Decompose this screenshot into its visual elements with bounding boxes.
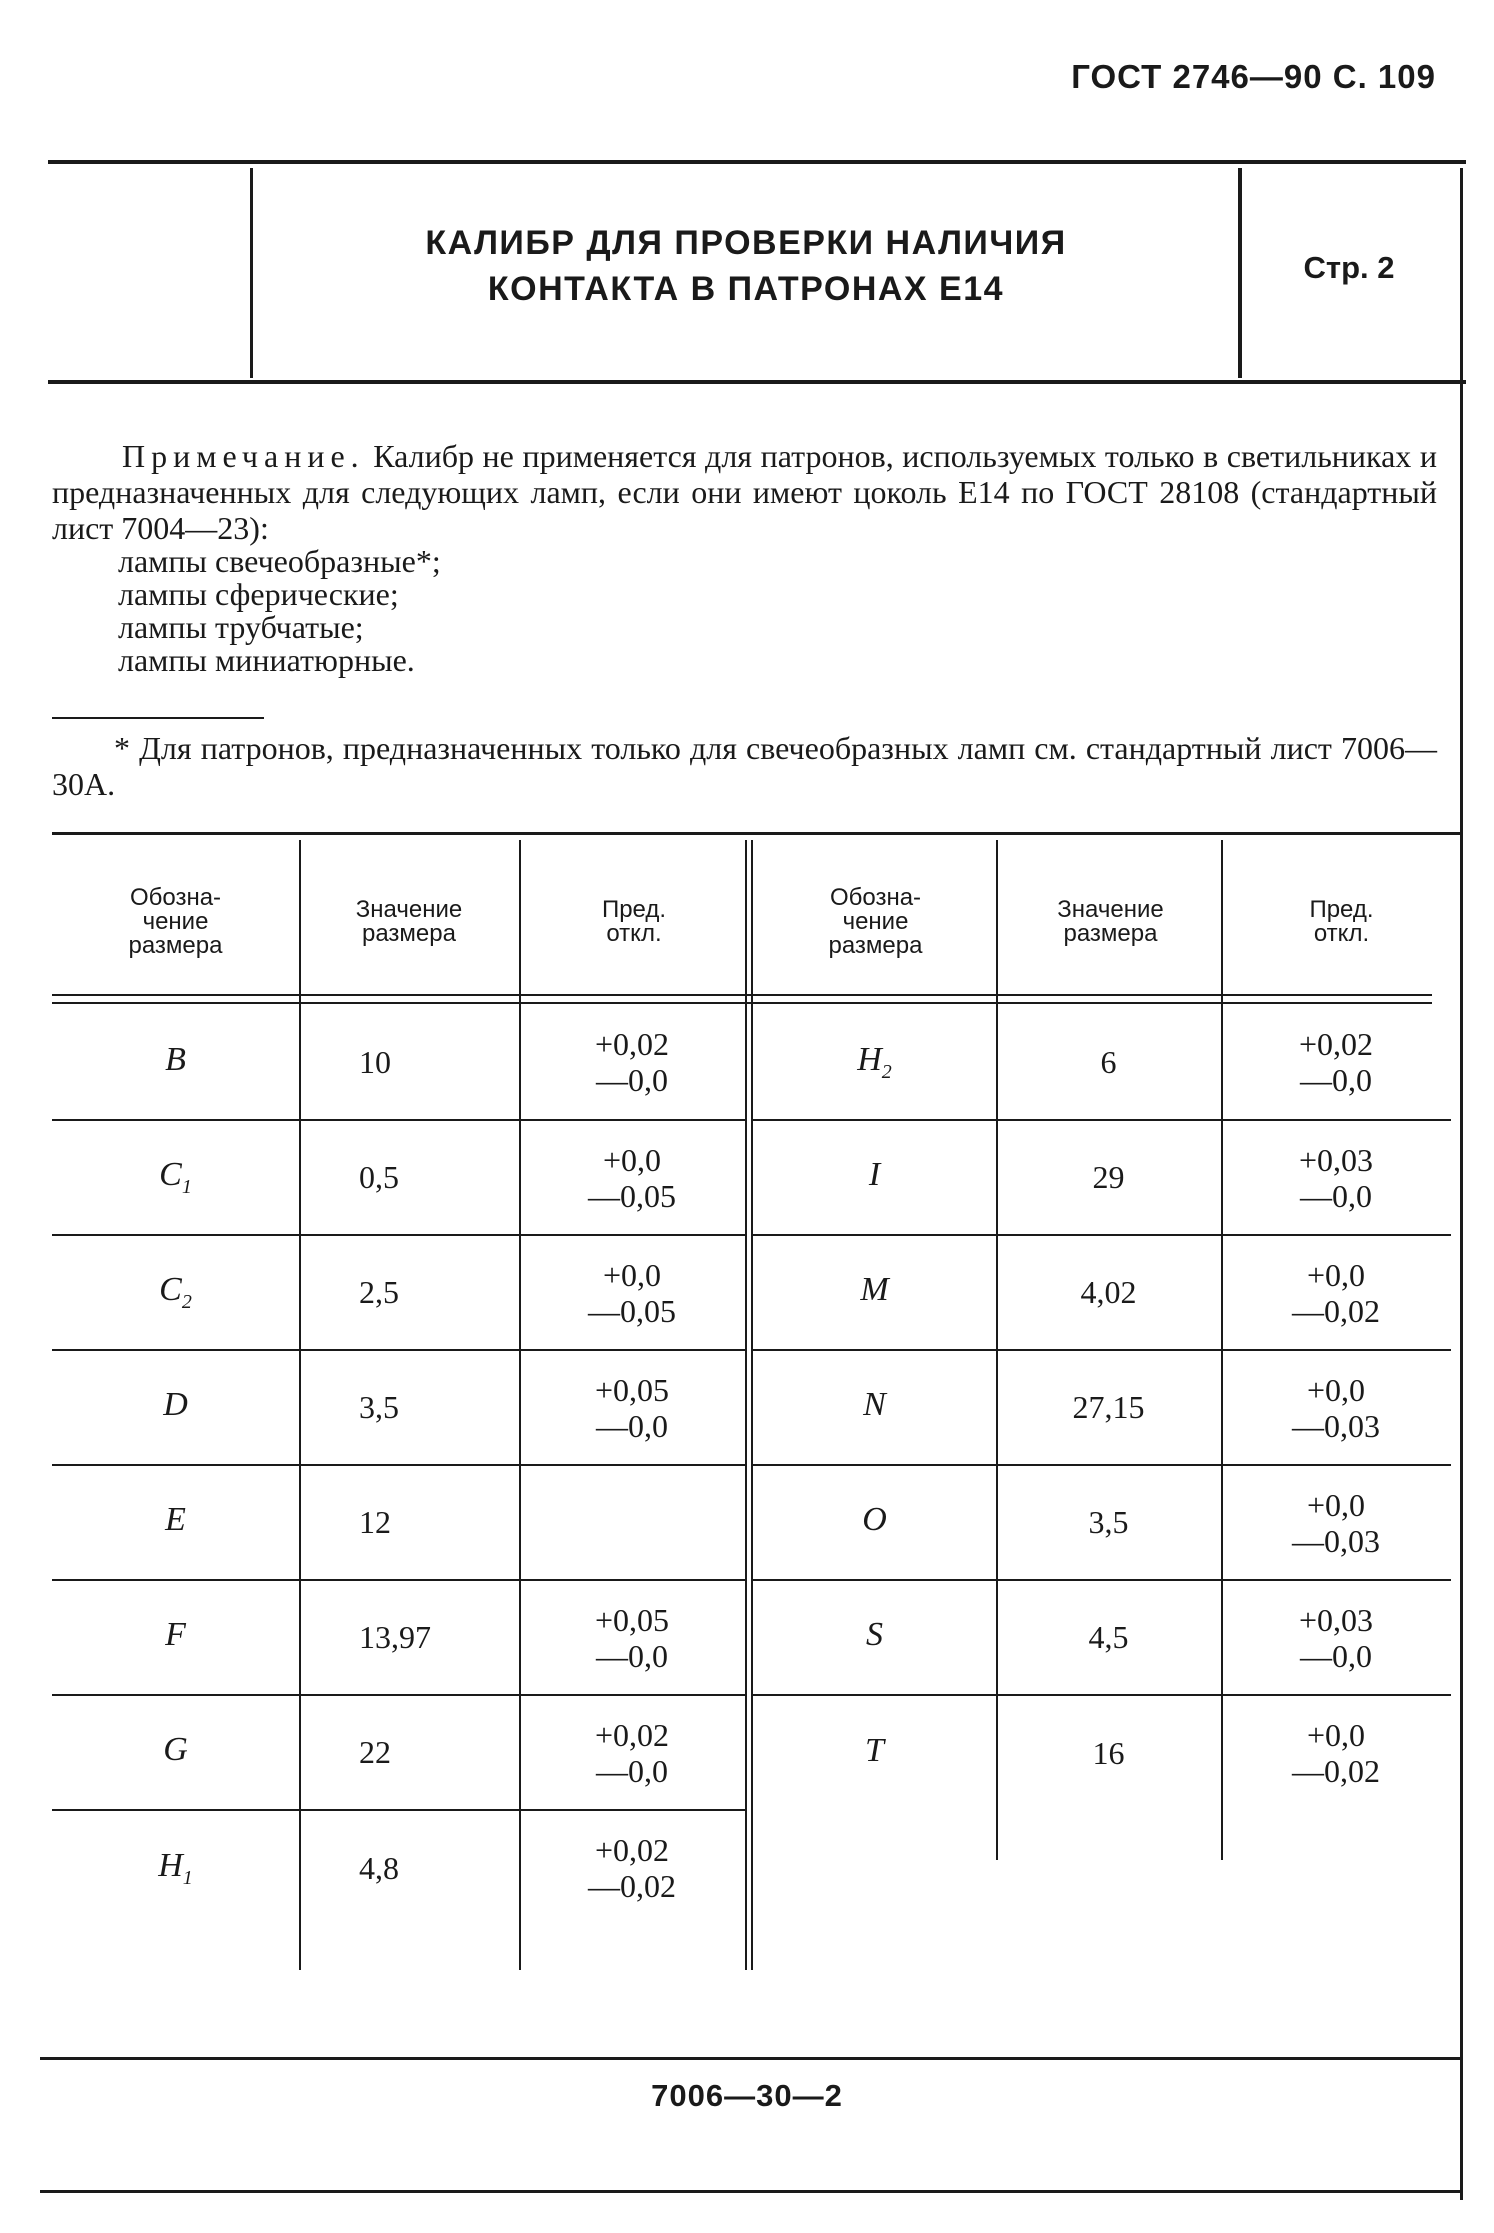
tolerance-cell xyxy=(1221,1465,1451,1580)
tolerance-cell xyxy=(519,1580,745,1695)
note-lamp-list xyxy=(118,545,441,677)
designation-subscript: 2 xyxy=(881,1060,892,1083)
value-cell: 3,5 xyxy=(996,1465,1221,1580)
value-cell: 0,5 xyxy=(299,1120,519,1235)
table-row xyxy=(52,1580,745,1695)
designation-letter: M xyxy=(860,1271,889,1309)
designation-cell xyxy=(52,1810,299,1925)
upper-tolerance: +0,0 xyxy=(1306,1486,1366,1523)
designation-letter: H xyxy=(158,1846,183,1884)
designation-cell xyxy=(52,1005,299,1120)
designation-cell xyxy=(753,1580,996,1695)
value-cell: 13,97 xyxy=(299,1580,519,1695)
footer-line-top xyxy=(40,2057,1460,2060)
tolerance-cell xyxy=(1221,1005,1451,1120)
sheet-number: 7006—30—2 xyxy=(651,2078,843,2113)
designation-cell xyxy=(52,1350,299,1465)
table-row xyxy=(753,1005,1451,1120)
title-line-1: КАЛИБР ДЛЯ ПРОВЕРКИ НАЛИЧИЯ xyxy=(425,224,1067,262)
designation-cell xyxy=(52,1235,299,1350)
table-row xyxy=(753,1350,1451,1465)
designation-cell xyxy=(52,1120,299,1235)
designation-letter: G xyxy=(163,1731,188,1769)
upper-tolerance: +0,02 xyxy=(594,1716,670,1753)
title-frame-top xyxy=(48,160,1466,164)
list-item: лампы свечеобразные*; xyxy=(118,543,441,579)
lower-tolerance: —0,0 xyxy=(1300,1177,1372,1214)
designation-cell xyxy=(753,1235,996,1350)
header-value-2: Значение размера xyxy=(1057,896,1164,947)
upper-tolerance: +0,02 xyxy=(1298,1026,1374,1062)
value-cell: 6 xyxy=(996,1005,1221,1120)
lower-tolerance: —0,0 xyxy=(596,1752,668,1789)
upper-tolerance: +0,02 xyxy=(594,1832,670,1868)
upper-tolerance: +0,02 xyxy=(594,1026,670,1062)
designation-cell xyxy=(753,1695,996,1810)
tolerance-cell xyxy=(519,1235,745,1350)
list-item: лампы сферические; xyxy=(118,576,399,612)
tolerance-cell xyxy=(1221,1120,1451,1235)
value-cell: 4,02 xyxy=(996,1235,1221,1350)
document-title xyxy=(257,220,1235,312)
lower-tolerance: —0,02 xyxy=(588,1868,676,1904)
title-frame-bottom xyxy=(48,380,1466,384)
header-double-line-top xyxy=(52,994,1432,996)
value-cell: 2,5 xyxy=(299,1235,519,1350)
value-cell: 10 xyxy=(299,1005,519,1120)
upper-tolerance: +0,05 xyxy=(594,1601,670,1638)
lower-tolerance: —0,02 xyxy=(1292,1753,1380,1789)
table-row xyxy=(52,1695,745,1810)
list-item: лампы миниатюрные. xyxy=(118,642,415,678)
header-designation-2: Обозна- чение размера xyxy=(828,884,923,959)
designation-letter: F xyxy=(165,1616,186,1654)
lower-tolerance: —0,03 xyxy=(1292,1522,1380,1559)
table-row xyxy=(753,1695,1451,1810)
note-label: Примечание. xyxy=(122,438,365,474)
designation-cell xyxy=(52,1465,299,1580)
title-frame-divider-left xyxy=(250,168,253,378)
header-tolerance-2: Пред. откл. xyxy=(1309,896,1374,947)
tolerance-cell xyxy=(1221,1235,1451,1350)
gost-page-header: ГОСТ 2746—90 С. 109 xyxy=(1071,58,1436,95)
designation-letter: E xyxy=(165,1501,186,1539)
header-double-line-bottom xyxy=(52,1002,1432,1004)
upper-tolerance: +0,0 xyxy=(1306,1371,1366,1408)
header-tolerance: Пред. откл. xyxy=(601,896,667,947)
designation-cell xyxy=(52,1695,299,1810)
title-line-2: КОНТАКТА В ПАТРОНАХ Е14 xyxy=(487,270,1005,308)
lower-tolerance: —0,05 xyxy=(588,1292,676,1329)
lower-tolerance: —0,0 xyxy=(1300,1062,1372,1098)
table-row xyxy=(52,1120,745,1235)
upper-tolerance: +0,0 xyxy=(1306,1256,1366,1293)
tolerance-cell xyxy=(519,1695,745,1810)
designation-letter: D xyxy=(163,1386,188,1424)
designation-cell xyxy=(753,1350,996,1465)
designation-letter: B xyxy=(165,1040,186,1078)
designation-cell xyxy=(753,1120,996,1235)
designation-letter: O xyxy=(862,1501,887,1539)
table-row xyxy=(753,1580,1451,1695)
designation-subscript: 2 xyxy=(181,1290,192,1313)
table-row xyxy=(52,1235,745,1350)
page-label: Стр. 2 xyxy=(1303,250,1395,285)
designation-cell xyxy=(753,1465,996,1580)
table-right-half xyxy=(753,1005,1451,1810)
value-cell: 16 xyxy=(1092,1734,1125,1771)
lower-tolerance: —0,0 xyxy=(596,1407,668,1444)
dimensions-table-left xyxy=(52,1005,745,1925)
designation-letter: N xyxy=(863,1386,886,1424)
designation-letter: S xyxy=(866,1616,883,1654)
table-left-half xyxy=(52,1005,745,1925)
designation-cell xyxy=(753,1005,996,1120)
footnote-text: * Для патронов, предназначенных только для свечеобразных ламп см. стандартный лист 7006—30А. xyxy=(52,730,1437,802)
designation-cell xyxy=(52,1580,299,1695)
lower-tolerance: —0,0 xyxy=(596,1062,668,1098)
designation-letter: I xyxy=(868,1156,881,1194)
footnote-separator xyxy=(52,717,264,719)
table-row xyxy=(753,1120,1451,1235)
lower-tolerance: —0,0 xyxy=(1300,1637,1372,1674)
header-designation: Обозна- чение размера xyxy=(128,884,223,959)
designation-letter: H xyxy=(857,1040,882,1078)
table-row xyxy=(753,1235,1451,1350)
designation-letter: C xyxy=(159,1271,182,1309)
tolerance-cell xyxy=(1221,1350,1451,1465)
note-paragraph xyxy=(52,438,1437,546)
tolerance-cell xyxy=(1221,1695,1451,1810)
tolerance-cell xyxy=(519,1005,745,1120)
tolerance-cell xyxy=(1221,1580,1451,1695)
lower-tolerance: —0,03 xyxy=(1292,1407,1380,1444)
upper-tolerance: +0,0 xyxy=(602,1256,662,1293)
designation-letter: C xyxy=(159,1156,182,1194)
value-cell: 12 xyxy=(299,1465,519,1580)
note-text: Калибр не применяется для патронов, используемых только в светильниках и предназначенных для следующих ламп, если они имеют цоколь Е14 по ГОСТ 28108 (стандартный лист 7004—23): xyxy=(52,438,1437,546)
footnote xyxy=(52,730,1437,802)
upper-tolerance: +0,03 xyxy=(1298,1601,1374,1638)
dimensions-table-right xyxy=(753,1005,1451,1810)
designation-subscript: 1 xyxy=(182,1866,193,1889)
designation-letter: T xyxy=(865,1731,884,1769)
tolerance-cell xyxy=(519,1120,745,1235)
lower-tolerance: —0,0 xyxy=(596,1637,668,1674)
list-item: лампы трубчатые; xyxy=(118,609,364,645)
value-cell: 29 xyxy=(996,1120,1221,1235)
lower-tolerance: —0,05 xyxy=(588,1177,676,1214)
table-top-border xyxy=(52,832,1460,835)
table-row xyxy=(52,1810,745,1925)
value-cell: 4,5 xyxy=(996,1580,1221,1695)
value-cell: 4,8 xyxy=(359,1849,399,1886)
tolerance-cell xyxy=(519,1350,745,1465)
column-line-double xyxy=(745,840,747,1970)
page-right-border xyxy=(1460,168,1463,2200)
upper-tolerance: +0,0 xyxy=(1306,1717,1366,1753)
value-cell: 22 xyxy=(299,1695,519,1810)
table-row xyxy=(52,1465,745,1580)
upper-tolerance: +0,05 xyxy=(594,1371,670,1408)
lower-tolerance: —0,02 xyxy=(1292,1292,1380,1329)
table-row xyxy=(753,1465,1451,1580)
value-cell: 3,5 xyxy=(299,1350,519,1465)
header-value: Значение размера xyxy=(355,896,463,947)
tolerance-cell xyxy=(519,1810,745,1925)
tolerance-cell xyxy=(519,1465,745,1580)
table-row xyxy=(52,1005,745,1120)
upper-tolerance: +0,0 xyxy=(602,1141,662,1178)
designation-subscript: 1 xyxy=(181,1175,192,1198)
upper-tolerance: +0,03 xyxy=(1298,1141,1374,1178)
table-row xyxy=(52,1350,745,1465)
value-cell: 27,15 xyxy=(996,1350,1221,1465)
footer-line-bottom xyxy=(40,2190,1462,2193)
